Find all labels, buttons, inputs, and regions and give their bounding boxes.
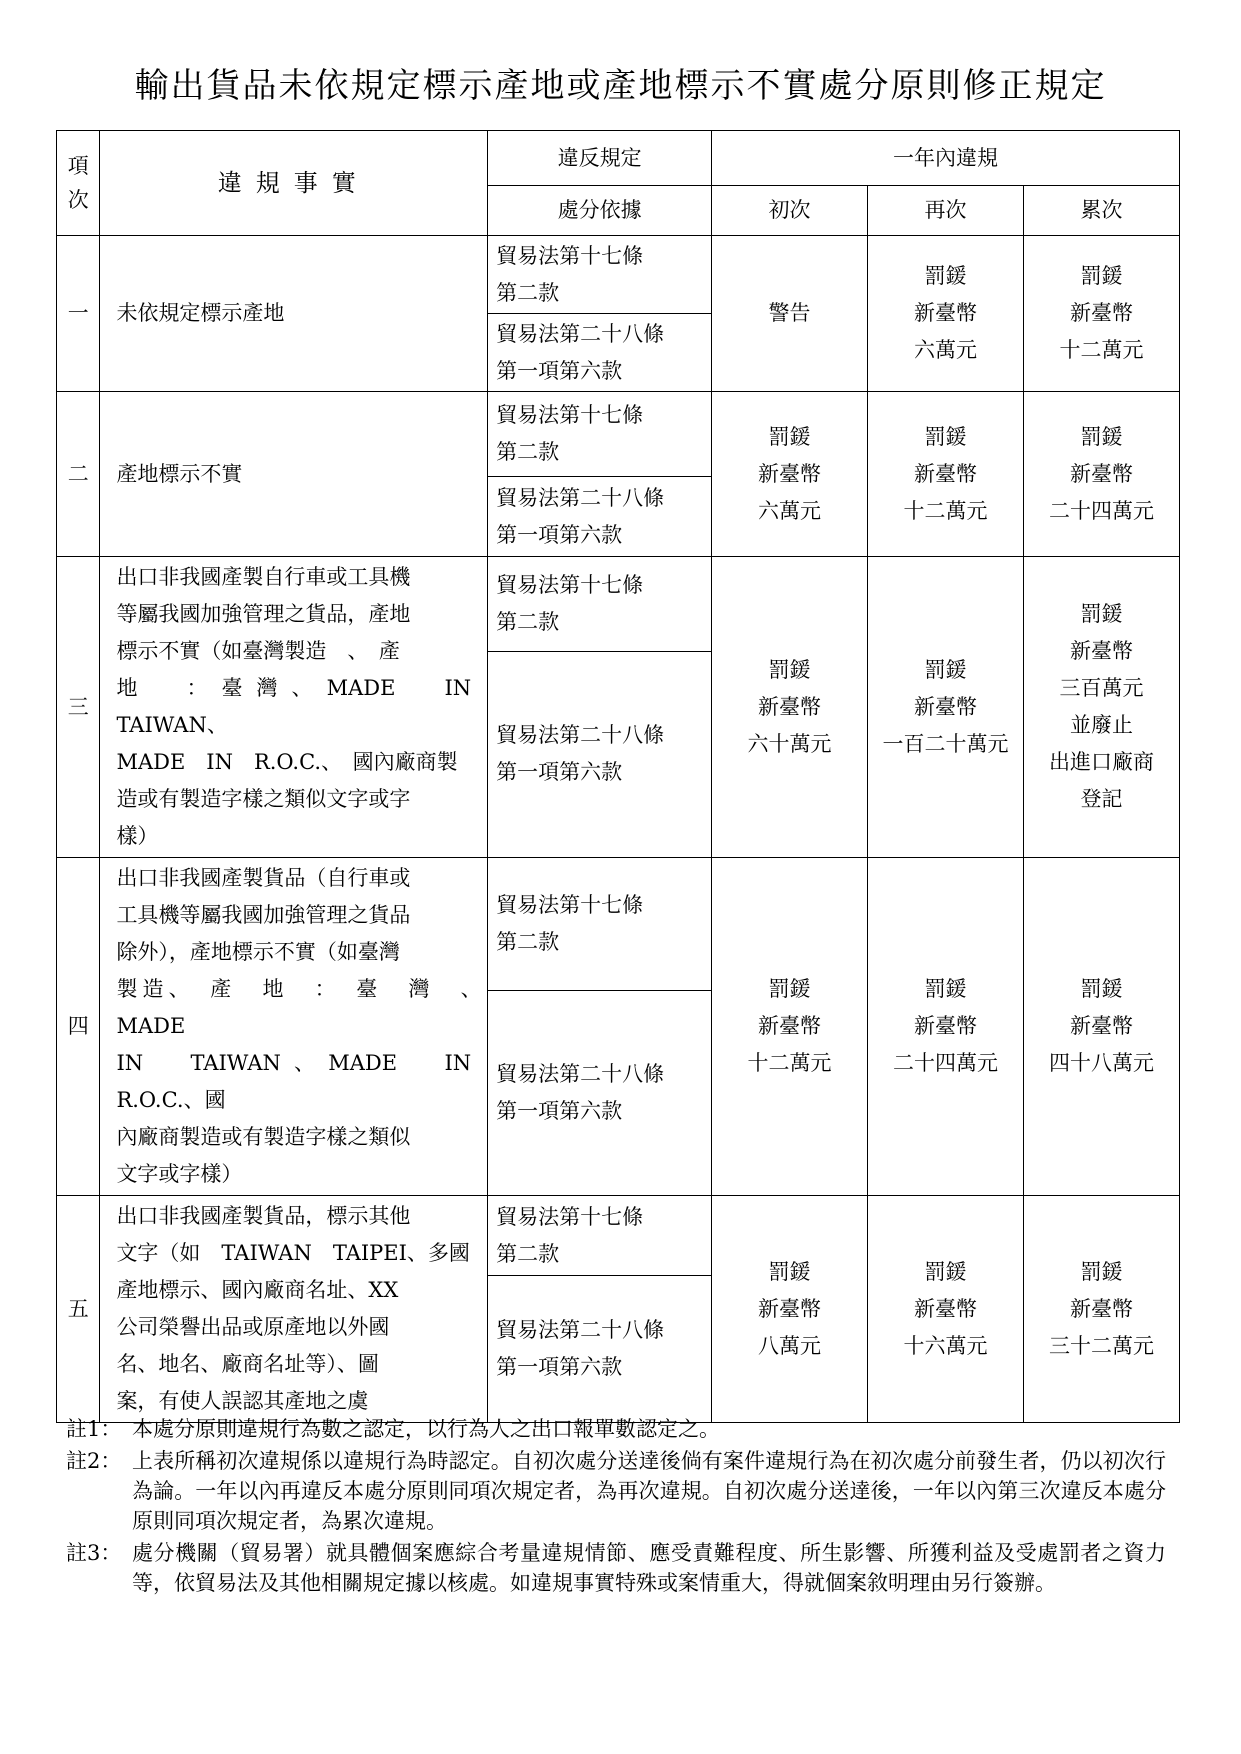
header-second: 再次 xyxy=(868,186,1024,236)
penalty-table xyxy=(56,130,1180,1423)
note-text: 處分機關（貿易署）就具體個案應綜合考量違規情節、應受責難程度、所生影響、所獲利益及受處罰者之資力等，依貿易法及其他相關規定據以核處。如違規事實特殊或案情重大，得就個案敘明理由另行簽辦。 xyxy=(132,1541,1166,1595)
penalty-first-line: 罰鍰 xyxy=(768,657,811,682)
penalty-first-line: 新臺幣 xyxy=(758,1296,822,1321)
violation-fact xyxy=(100,858,493,1196)
table-row xyxy=(57,392,1180,477)
header-violation: 違反規定 xyxy=(488,131,712,186)
penalty-cumulative xyxy=(1023,858,1179,1196)
violation-fact-line: 文字（如 TAIWAN TAIPEI、多國 xyxy=(116,1241,470,1265)
legal-basis-article-17 xyxy=(488,1196,712,1276)
violation-fact-line: 造或有製造字樣之類似文字或字 xyxy=(116,787,411,811)
item-number: 五 xyxy=(57,1196,100,1423)
penalty-first xyxy=(712,858,868,1196)
penalty-second xyxy=(868,236,1024,392)
penalty-first xyxy=(712,1196,868,1423)
penalty-cumulative-line: 新臺幣 xyxy=(1069,1296,1133,1321)
penalty-first-line: 新臺幣 xyxy=(758,1014,822,1038)
penalty-first-line: 六十萬元 xyxy=(747,731,832,756)
document-title: 輸出貨品未依規定標示產地或產地標示不實處分原則修正規定 xyxy=(134,66,1107,106)
penalty-cumulative-line: 新臺幣 xyxy=(1069,461,1133,486)
penalty-cumulative-line: 新臺幣 xyxy=(1069,639,1133,663)
legal-basis-article-28 xyxy=(488,651,712,857)
violation-fact-line: 出口非我國產製自行車或工具機 xyxy=(116,565,411,589)
penalty-cumulative-line: 登記 xyxy=(1080,787,1123,811)
penalty-second-line: 一百二十萬元 xyxy=(882,731,1009,756)
penalty-second-line: 罰鍰 xyxy=(924,1259,967,1284)
legal-basis-line: 貿易法第二十八條 xyxy=(496,321,665,346)
penalty-cumulative xyxy=(1023,1196,1179,1423)
legal-basis-line: 第二款 xyxy=(496,930,560,955)
violation-fact xyxy=(100,236,488,392)
penalty-first-line: 八萬元 xyxy=(758,1333,822,1358)
item-number: 一 xyxy=(57,236,100,392)
penalty-cumulative xyxy=(1023,236,1179,392)
penalty-second-line: 六萬元 xyxy=(914,338,977,362)
penalty-second-line: 罰鍰 xyxy=(924,977,967,1001)
penalty-cumulative-line: 罰鍰 xyxy=(1080,264,1123,288)
penalty-first-line: 新臺幣 xyxy=(758,461,822,486)
legal-basis-article-17 xyxy=(488,858,712,991)
legal-basis-line: 貿易法第十七條 xyxy=(496,893,644,918)
penalty-first-line: 六萬元 xyxy=(758,498,822,523)
penalty-second xyxy=(868,858,1024,1196)
penalty-cumulative xyxy=(1023,557,1179,858)
note-item xyxy=(66,1538,1166,1598)
penalty-second-line: 十六萬元 xyxy=(903,1333,988,1358)
legal-basis-line: 第二款 xyxy=(496,609,560,634)
penalty-cumulative-line: 並廢止 xyxy=(1069,713,1133,737)
violation-fact xyxy=(100,1196,488,1423)
legal-basis-line: 第一項第六款 xyxy=(496,522,623,547)
penalty-second-line: 新臺幣 xyxy=(914,301,977,325)
violation-fact-line: 文字或字樣） xyxy=(116,1162,243,1186)
penalty-second-line: 罰鍰 xyxy=(924,657,967,682)
penalty-first xyxy=(712,392,868,557)
item-number: 三 xyxy=(57,557,100,858)
penalty-second-line: 新臺幣 xyxy=(914,1014,977,1038)
violation-fact-line: 案，有使人誤認其產地之虞 xyxy=(116,1389,369,1413)
violation-fact-line: 除外），產地標示不實（如臺灣 xyxy=(116,940,400,964)
legal-basis-line: 第一項第六款 xyxy=(496,1355,623,1380)
penalty-cumulative-line: 三百萬元 xyxy=(1059,676,1144,700)
header-fact: 違規事實 xyxy=(100,131,488,236)
legal-basis-line: 第二款 xyxy=(496,1241,560,1266)
violation-fact-line: 工具機等屬我國加強管理之貨品 xyxy=(116,903,411,927)
penalty-second-line: 二十四萬元 xyxy=(893,1051,998,1075)
legal-basis-line: 貿易法第十七條 xyxy=(496,243,644,268)
violation-fact xyxy=(100,392,488,557)
header-item-no: 項 次 xyxy=(57,131,100,236)
item-number: 四 xyxy=(57,858,100,1196)
penalty-cumulative-line: 罰鍰 xyxy=(1080,602,1123,626)
note-label: 註3： xyxy=(66,1541,122,1565)
note-item xyxy=(66,1414,1166,1444)
header-first: 初次 xyxy=(712,186,868,236)
note-item xyxy=(66,1446,1166,1536)
penalty-first xyxy=(712,236,868,392)
header-cumulative: 累次 xyxy=(1023,186,1179,236)
legal-basis-line: 第一項第六款 xyxy=(496,760,623,785)
penalty-cumulative-line: 出進口廠商 xyxy=(1048,750,1154,774)
penalty-second xyxy=(868,1196,1024,1423)
penalty-first-line: 罰鍰 xyxy=(768,977,811,1001)
legal-basis-line: 貿易法第二十八條 xyxy=(496,1318,665,1343)
table-body xyxy=(57,236,1180,1423)
legal-basis-article-28 xyxy=(488,314,712,392)
penalty-first-line: 罰鍰 xyxy=(768,1259,811,1284)
note-text: 本處分原則違規行為數之認定，以行為人之出口報單數認定之。 xyxy=(132,1417,720,1441)
penalty-cumulative-line: 罰鍰 xyxy=(1080,1259,1123,1284)
legal-basis-line: 貿易法第十七條 xyxy=(496,403,644,427)
penalty-cumulative-line: 新臺幣 xyxy=(1069,301,1133,325)
notes-section xyxy=(66,1414,1166,1600)
violation-fact-line: 地 ：臺灣、MADE IN TAIWAN、 xyxy=(116,676,493,737)
penalty-first xyxy=(712,557,868,858)
legal-basis-line: 第一項第六款 xyxy=(496,358,623,383)
legal-basis-line: 貿易法第十七條 xyxy=(496,572,644,597)
violation-fact-line: 未依規定標示產地 xyxy=(116,301,285,325)
violation-fact-line: MADE IN R.O.C.、 國內廠商製 xyxy=(116,750,458,774)
penalty-second xyxy=(868,392,1024,557)
penalty-cumulative-line: 二十四萬元 xyxy=(1048,498,1154,523)
legal-basis-line: 貿易法第二十八條 xyxy=(496,723,665,748)
legal-basis-article-28 xyxy=(488,477,712,557)
violation-fact-line: 公司榮譽出品或原產地以外國 xyxy=(116,1315,390,1339)
penalty-second xyxy=(868,557,1024,858)
penalty-cumulative-line: 新臺幣 xyxy=(1069,1014,1133,1038)
violation-fact xyxy=(100,557,493,858)
legal-basis-line: 第二款 xyxy=(496,440,560,464)
violation-fact-line: 等屬我國加強管理之貨品，產地 xyxy=(116,602,411,626)
table-row xyxy=(57,1196,1180,1276)
legal-basis-line: 第二款 xyxy=(496,280,560,305)
violation-fact-line: 產地標示、國內廠商名址、XX xyxy=(116,1278,399,1302)
table-row xyxy=(57,858,1180,991)
legal-basis-line: 貿易法第二十八條 xyxy=(496,1062,665,1087)
header-period: 一年內違規 xyxy=(712,131,1180,186)
header-basis: 處分依據 xyxy=(488,186,712,236)
item-number: 二 xyxy=(57,392,100,557)
legal-basis-article-17 xyxy=(488,557,712,652)
penalty-cumulative-line: 三十二萬元 xyxy=(1048,1333,1154,1358)
violation-fact-line: 出口非我國產製貨品，標示其他 xyxy=(116,1204,411,1228)
penalty-second-line: 罰鍰 xyxy=(924,424,967,449)
penalty-first-line: 十二萬元 xyxy=(747,1051,832,1075)
violation-fact-line: 樣） xyxy=(116,824,159,848)
violation-fact-line: 名、地名、廠商名址等）、圖 xyxy=(116,1352,379,1376)
penalty-cumulative-line: 十二萬元 xyxy=(1059,338,1144,362)
violation-fact-line: 產地標示不實 xyxy=(116,461,243,486)
penalty-cumulative xyxy=(1023,392,1179,557)
note-text: 上表所稱初次違規係以違規行為時認定。自初次處分送達後倘有案件違規行為在初次處分前發生者，仍以初次行為論。一年以內再違反本處分原則同項次規定者，為再次違規。自初次處分送達後，一年以內第三次違反本處分原則同項次規定者，為累次違規。 xyxy=(132,1449,1166,1533)
legal-basis-line: 第一項第六款 xyxy=(496,1099,623,1124)
legal-basis-article-17 xyxy=(488,236,712,314)
penalty-first-line: 罰鍰 xyxy=(768,424,811,449)
note-label: 註1： xyxy=(66,1417,122,1441)
penalty-cumulative-line: 罰鍰 xyxy=(1080,424,1123,449)
penalty-cumulative-line: 罰鍰 xyxy=(1080,977,1123,1001)
penalty-second-line: 新臺幣 xyxy=(914,1296,977,1321)
legal-basis-article-17 xyxy=(488,392,712,477)
penalty-second-line: 罰鍰 xyxy=(924,264,967,288)
table-row xyxy=(57,236,1180,314)
violation-fact-line: 標示不實（如臺灣製造 、 產 xyxy=(116,639,400,663)
penalty-first-line: 新臺幣 xyxy=(758,694,822,719)
violation-fact-line: 製造、 產 地 ： 臺 灣 、 MADE xyxy=(116,977,493,1038)
violation-fact-line: 出口非我國產製貨品（自行車或 xyxy=(116,866,411,890)
note-label: 註2： xyxy=(66,1449,122,1473)
violation-fact-line: IN TAIWAN、MADE IN R.O.C.、國 xyxy=(116,1051,493,1112)
penalty-second-line: 新臺幣 xyxy=(914,461,977,486)
table-row xyxy=(57,557,1180,652)
legal-basis-article-28 xyxy=(488,1276,712,1423)
legal-basis-line: 貿易法第十七條 xyxy=(496,1204,644,1229)
penalty-first-line: 警告 xyxy=(768,301,811,325)
penalty-second-line: 十二萬元 xyxy=(903,498,988,523)
penalty-second-line: 新臺幣 xyxy=(914,694,977,719)
legal-basis-article-28 xyxy=(488,991,712,1196)
legal-basis-line: 貿易法第二十八條 xyxy=(496,485,665,510)
violation-fact-line: 內廠商製造或有製造字樣之類似 xyxy=(116,1125,411,1149)
penalty-cumulative-line: 四十八萬元 xyxy=(1048,1051,1154,1075)
